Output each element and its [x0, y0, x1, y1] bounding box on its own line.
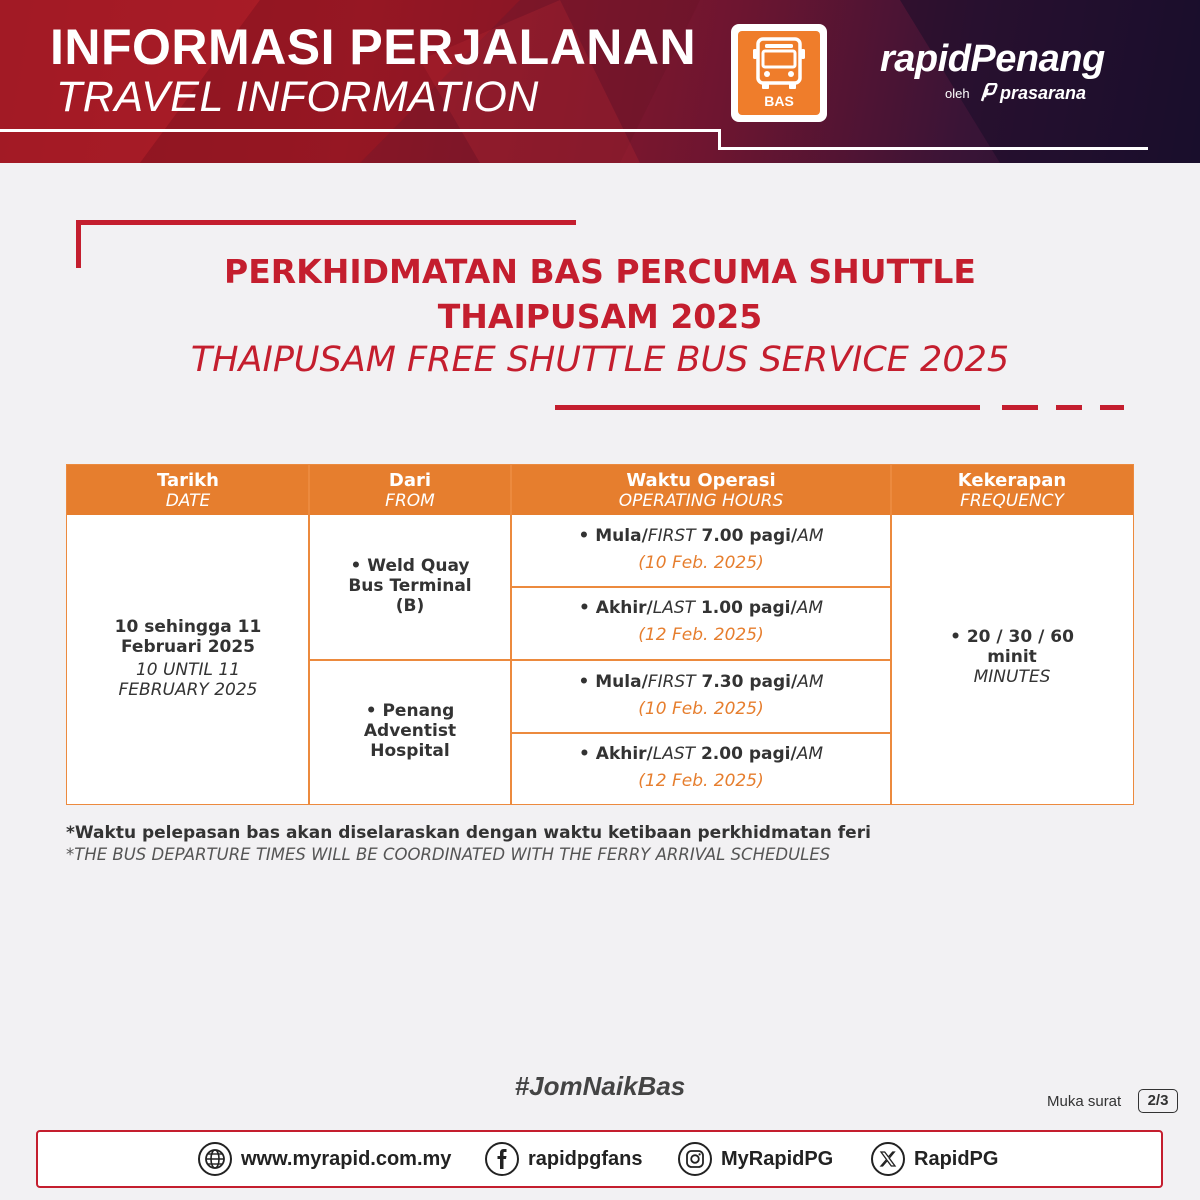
table-divider — [511, 586, 891, 588]
x-link[interactable] — [871, 1142, 998, 1176]
facebook-link-text: rapidpgfans — [528, 1147, 643, 1170]
footnote-english: *THE BUS DEPARTURE TIMES WILL BE COORDINATED WITH THE FERRY ARRIVAL SCHEDULES — [66, 845, 831, 864]
facebook-icon — [485, 1142, 519, 1176]
headline-malay-line2: THAIPUSAM 2025 — [437, 297, 763, 336]
brand-logo-prasarana: prasarana — [1000, 83, 1087, 103]
headline-english: THAIPUSAM FREE SHUTTLE BUS SERVICE 2025 — [190, 340, 1010, 380]
bus-mode-badge — [731, 24, 827, 122]
hashtag: #JomNaikBas — [514, 1071, 686, 1101]
header-title-english: TRAVEL INFORMATION — [56, 73, 539, 121]
instagram-link[interactable] — [678, 1142, 833, 1176]
bus-icon — [738, 31, 820, 93]
table-header-row — [67, 465, 1133, 515]
title-corner-bracket-top — [76, 220, 576, 225]
header-title-malay: INFORMASI PERJALANAN — [50, 19, 697, 75]
column-header-operating-hours: Waktu Operasi OPERATING HOURS — [618, 470, 784, 511]
table-divider — [511, 732, 891, 734]
table-divider — [309, 659, 891, 661]
page-label: Muka surat — [1047, 1093, 1122, 1110]
facebook-link[interactable] — [485, 1142, 642, 1176]
column-header-from: Dari FROM — [385, 470, 435, 511]
origin-cell-weld-quay: • Weld Quay Bus Terminal (B) — [348, 556, 472, 616]
column-header-date: Tarikh DATE — [157, 470, 219, 511]
time-cell: • Mula/FIRST 7.00 pagi/AM (10 Feb. 2025) — [578, 526, 824, 573]
time-cell: • Mula/FIRST 7.30 pagi/AM (10 Feb. 2025) — [578, 672, 824, 719]
bus-mode-label: BAS — [764, 93, 794, 109]
time-cell: • Akhir/LAST 2.00 pagi/AM (12 Feb. 2025) — [579, 744, 823, 791]
page-number-badge: 2/3 — [1138, 1089, 1178, 1113]
prasarana-logo-icon — [978, 83, 998, 103]
origin-cell-penang-adventist: • Penang Adventist Hospital — [363, 701, 457, 761]
header-divider-lower — [718, 147, 1148, 150]
website-link[interactable] — [198, 1142, 451, 1176]
website-link-text: www.myrapid.com.my — [241, 1147, 452, 1170]
globe-icon — [198, 1142, 232, 1176]
headline-dash-2 — [1056, 405, 1082, 410]
headline-dash-1 — [1002, 405, 1038, 410]
header-banner — [0, 0, 1200, 163]
headline-dash-3 — [1100, 405, 1124, 410]
instagram-link-text: MyRapidPG — [721, 1147, 834, 1170]
date-cell: 10 sehingga 11 Februari 2025 10 UNTIL 11 FEBRUARY 2025 — [114, 617, 262, 700]
time-cell: • Akhir/LAST 1.00 pagi/AM (12 Feb. 2025) — [579, 598, 823, 645]
column-header-frequency: Kekerapan FREQUENCY — [957, 470, 1067, 511]
instagram-icon — [678, 1142, 712, 1176]
schedule-table — [66, 464, 1134, 805]
headline-malay-line1: PERKHIDMATAN BAS PERCUMA SHUTTLE — [224, 252, 976, 291]
x-icon — [871, 1142, 905, 1176]
header-divider — [0, 129, 720, 132]
brand-by-label: oleh — [945, 86, 970, 101]
headline-underline — [555, 405, 980, 410]
social-links-bar — [36, 1130, 1163, 1188]
brand-logo-rapidpenang: rapidPenang — [880, 38, 1105, 80]
frequency-cell: • 20 / 30 / 60 minit MINUTES — [950, 627, 1074, 687]
footnote-malay: *Waktu pelepasan bas akan diselaraskan dengan waktu ketibaan perkhidmatan feri — [66, 823, 871, 843]
x-link-text: RapidPG — [914, 1147, 999, 1170]
